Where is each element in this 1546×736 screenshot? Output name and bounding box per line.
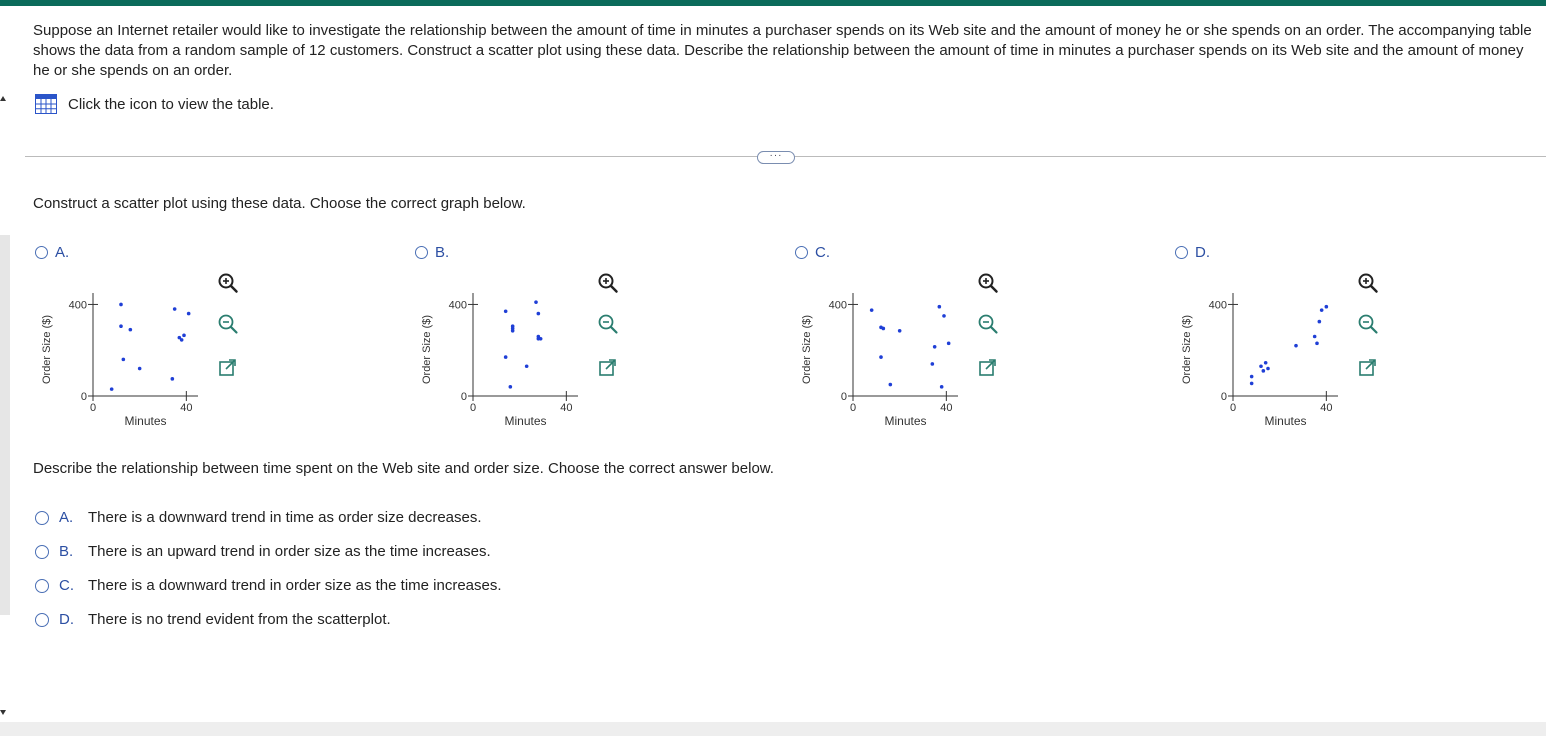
data-point — [942, 314, 946, 318]
answer-letter: A. — [59, 509, 74, 526]
table-icon[interactable] — [35, 94, 57, 114]
graph-option-c[interactable] — [795, 240, 1055, 440]
radio-button[interactable] — [35, 579, 49, 593]
y-axis-title: Order Size ($) — [1181, 314, 1193, 385]
view-table-label[interactable]: Click the icon to view the table. — [68, 95, 274, 113]
data-point — [1313, 335, 1317, 339]
data-point — [947, 342, 951, 346]
answer-letter: D. — [59, 611, 74, 628]
data-point — [511, 329, 515, 333]
option-letter: A. — [55, 244, 70, 261]
data-point — [940, 385, 944, 389]
x-tick-label: 40 — [1320, 402, 1333, 414]
data-point — [504, 310, 508, 314]
data-point — [119, 303, 123, 307]
scroll-up-arrow-icon[interactable] — [0, 96, 6, 101]
graph-option-header[interactable] — [415, 244, 449, 261]
data-point — [539, 337, 543, 341]
data-point — [119, 324, 123, 328]
radio-button[interactable] — [35, 545, 49, 559]
data-point — [933, 345, 937, 349]
graph-option-a[interactable] — [35, 240, 295, 440]
data-point — [938, 305, 942, 309]
data-point — [1318, 320, 1322, 324]
data-point — [889, 383, 893, 387]
data-point — [173, 307, 177, 311]
zoom-out-icon[interactable] — [597, 313, 619, 335]
y-tick-label: 0 — [840, 391, 847, 403]
y-tick-label: 400 — [1208, 299, 1227, 312]
data-point — [511, 324, 515, 328]
data-point — [879, 355, 883, 359]
data-point — [182, 334, 186, 338]
data-point — [504, 355, 508, 359]
data-point — [537, 312, 541, 316]
data-point — [171, 377, 175, 381]
data-point — [1266, 367, 1270, 371]
x-tick-label: 0 — [849, 402, 857, 414]
zoom-in-icon[interactable] — [217, 272, 239, 294]
radio-button[interactable] — [795, 246, 808, 259]
graph-option-header[interactable] — [795, 244, 830, 261]
bottom-bar — [0, 722, 1546, 736]
answer-letter: C. — [59, 577, 74, 594]
option-letter: B. — [435, 244, 450, 261]
answer-option-d[interactable] — [35, 611, 391, 628]
scatter-plot-c — [795, 276, 975, 436]
part1-prompt: Construct a scatter plot using these data. Choose the correct graph below. — [33, 195, 526, 212]
y-axis-title: Order Size ($) — [41, 314, 53, 385]
data-point — [1294, 344, 1298, 348]
data-point — [898, 329, 902, 333]
x-tick-label: 40 — [180, 402, 193, 414]
option-letter: C. — [815, 244, 830, 261]
part2-prompt: Describe the relationship between time spent on the Web site and order size. Choose the correct answer below. — [33, 460, 774, 477]
y-tick-label: 400 — [68, 299, 87, 312]
y-tick-label: 400 — [828, 299, 847, 312]
open-external-icon[interactable] — [1357, 357, 1379, 379]
data-point — [1262, 369, 1266, 373]
option-letter: D. — [1195, 244, 1210, 261]
x-axis-title: Minutes — [124, 414, 167, 428]
answer-option-a[interactable] — [35, 509, 482, 526]
zoom-out-icon[interactable] — [1357, 313, 1379, 335]
data-point — [882, 327, 886, 331]
x-tick-label: 0 — [89, 402, 97, 414]
data-point — [1264, 361, 1268, 365]
scroll-down-arrow-icon[interactable] — [0, 710, 6, 715]
data-point — [1250, 382, 1254, 386]
open-external-icon[interactable] — [977, 357, 999, 379]
answer-option-b[interactable] — [35, 543, 491, 560]
x-tick-label: 40 — [940, 402, 953, 414]
data-point — [509, 385, 513, 389]
data-point — [525, 364, 529, 368]
data-point — [1320, 308, 1324, 312]
data-point — [534, 300, 538, 304]
zoom-in-icon[interactable] — [1357, 272, 1379, 294]
zoom-out-icon[interactable] — [977, 313, 999, 335]
data-point — [180, 338, 184, 342]
zoom-out-icon[interactable] — [217, 313, 239, 335]
radio-button[interactable] — [35, 613, 49, 627]
expand-more-button[interactable]: ··· — [757, 151, 795, 164]
y-tick-label: 400 — [448, 299, 467, 312]
data-point — [870, 308, 874, 312]
zoom-in-icon[interactable] — [977, 272, 999, 294]
answer-option-c[interactable] — [35, 577, 502, 594]
graph-option-b[interactable] — [415, 240, 675, 440]
top-accent-bar — [0, 0, 1546, 6]
data-point — [1325, 305, 1329, 309]
data-point — [1250, 375, 1254, 379]
graph-option-d[interactable] — [1175, 240, 1435, 440]
data-point — [1259, 364, 1263, 368]
data-point — [138, 367, 142, 371]
x-axis-title: Minutes — [884, 414, 927, 428]
open-external-icon[interactable] — [597, 357, 619, 379]
question-text: Suppose an Internet retailer would like to investigate the relationship between the amount of time in minutes a purchaser spends on its Web site and the amount of money he or she spends on an order. The accompanying table shows the data from a random sample of 12 customers. Construct a scatter plot using these data. Describe the relationship between the amount of time in minutes a purchaser spends on its Web site and the amount of money he or she spends on an order. — [33, 22, 1532, 79]
x-tick-label: 40 — [560, 402, 573, 414]
radio-button[interactable] — [35, 511, 49, 525]
y-axis-title: Order Size ($) — [421, 314, 433, 385]
open-external-icon[interactable] — [217, 357, 239, 379]
left-scrollbar[interactable] — [0, 235, 10, 615]
answer-text[interactable]: There is an upward trend in order size as the time increases. — [88, 543, 491, 560]
answer-text[interactable]: There is a downward trend in time as order size decreases. — [88, 509, 482, 526]
data-point — [1315, 342, 1319, 346]
x-axis-title: Minutes — [1264, 414, 1307, 428]
answer-letter: B. — [59, 543, 74, 560]
graph-option-header[interactable] — [35, 244, 69, 261]
radio-button[interactable] — [35, 246, 48, 259]
answer-text[interactable]: There is a downward trend in order size as the time increases. — [88, 577, 502, 594]
radio-button[interactable] — [415, 246, 428, 259]
zoom-in-icon[interactable] — [597, 272, 619, 294]
y-tick-label: 0 — [460, 391, 467, 403]
data-point — [110, 387, 114, 391]
y-tick-label: 0 — [80, 391, 87, 403]
data-point — [129, 328, 133, 332]
scatter-plot-a — [35, 276, 215, 436]
data-point — [931, 362, 935, 366]
data-point — [122, 358, 126, 362]
x-tick-label: 0 — [1229, 402, 1237, 414]
scatter-plot-b — [415, 276, 595, 436]
graph-option-header[interactable] — [1175, 244, 1210, 261]
view-table-link[interactable] — [35, 94, 274, 114]
radio-button[interactable] — [1175, 246, 1188, 259]
scatter-plot-d — [1175, 276, 1355, 436]
answer-text[interactable]: There is no trend evident from the scatterplot. — [88, 611, 391, 628]
y-tick-label: 0 — [1220, 391, 1227, 403]
x-tick-label: 0 — [469, 402, 477, 414]
y-axis-title: Order Size ($) — [801, 314, 813, 385]
data-point — [187, 312, 191, 316]
x-axis-title: Minutes — [504, 414, 547, 428]
